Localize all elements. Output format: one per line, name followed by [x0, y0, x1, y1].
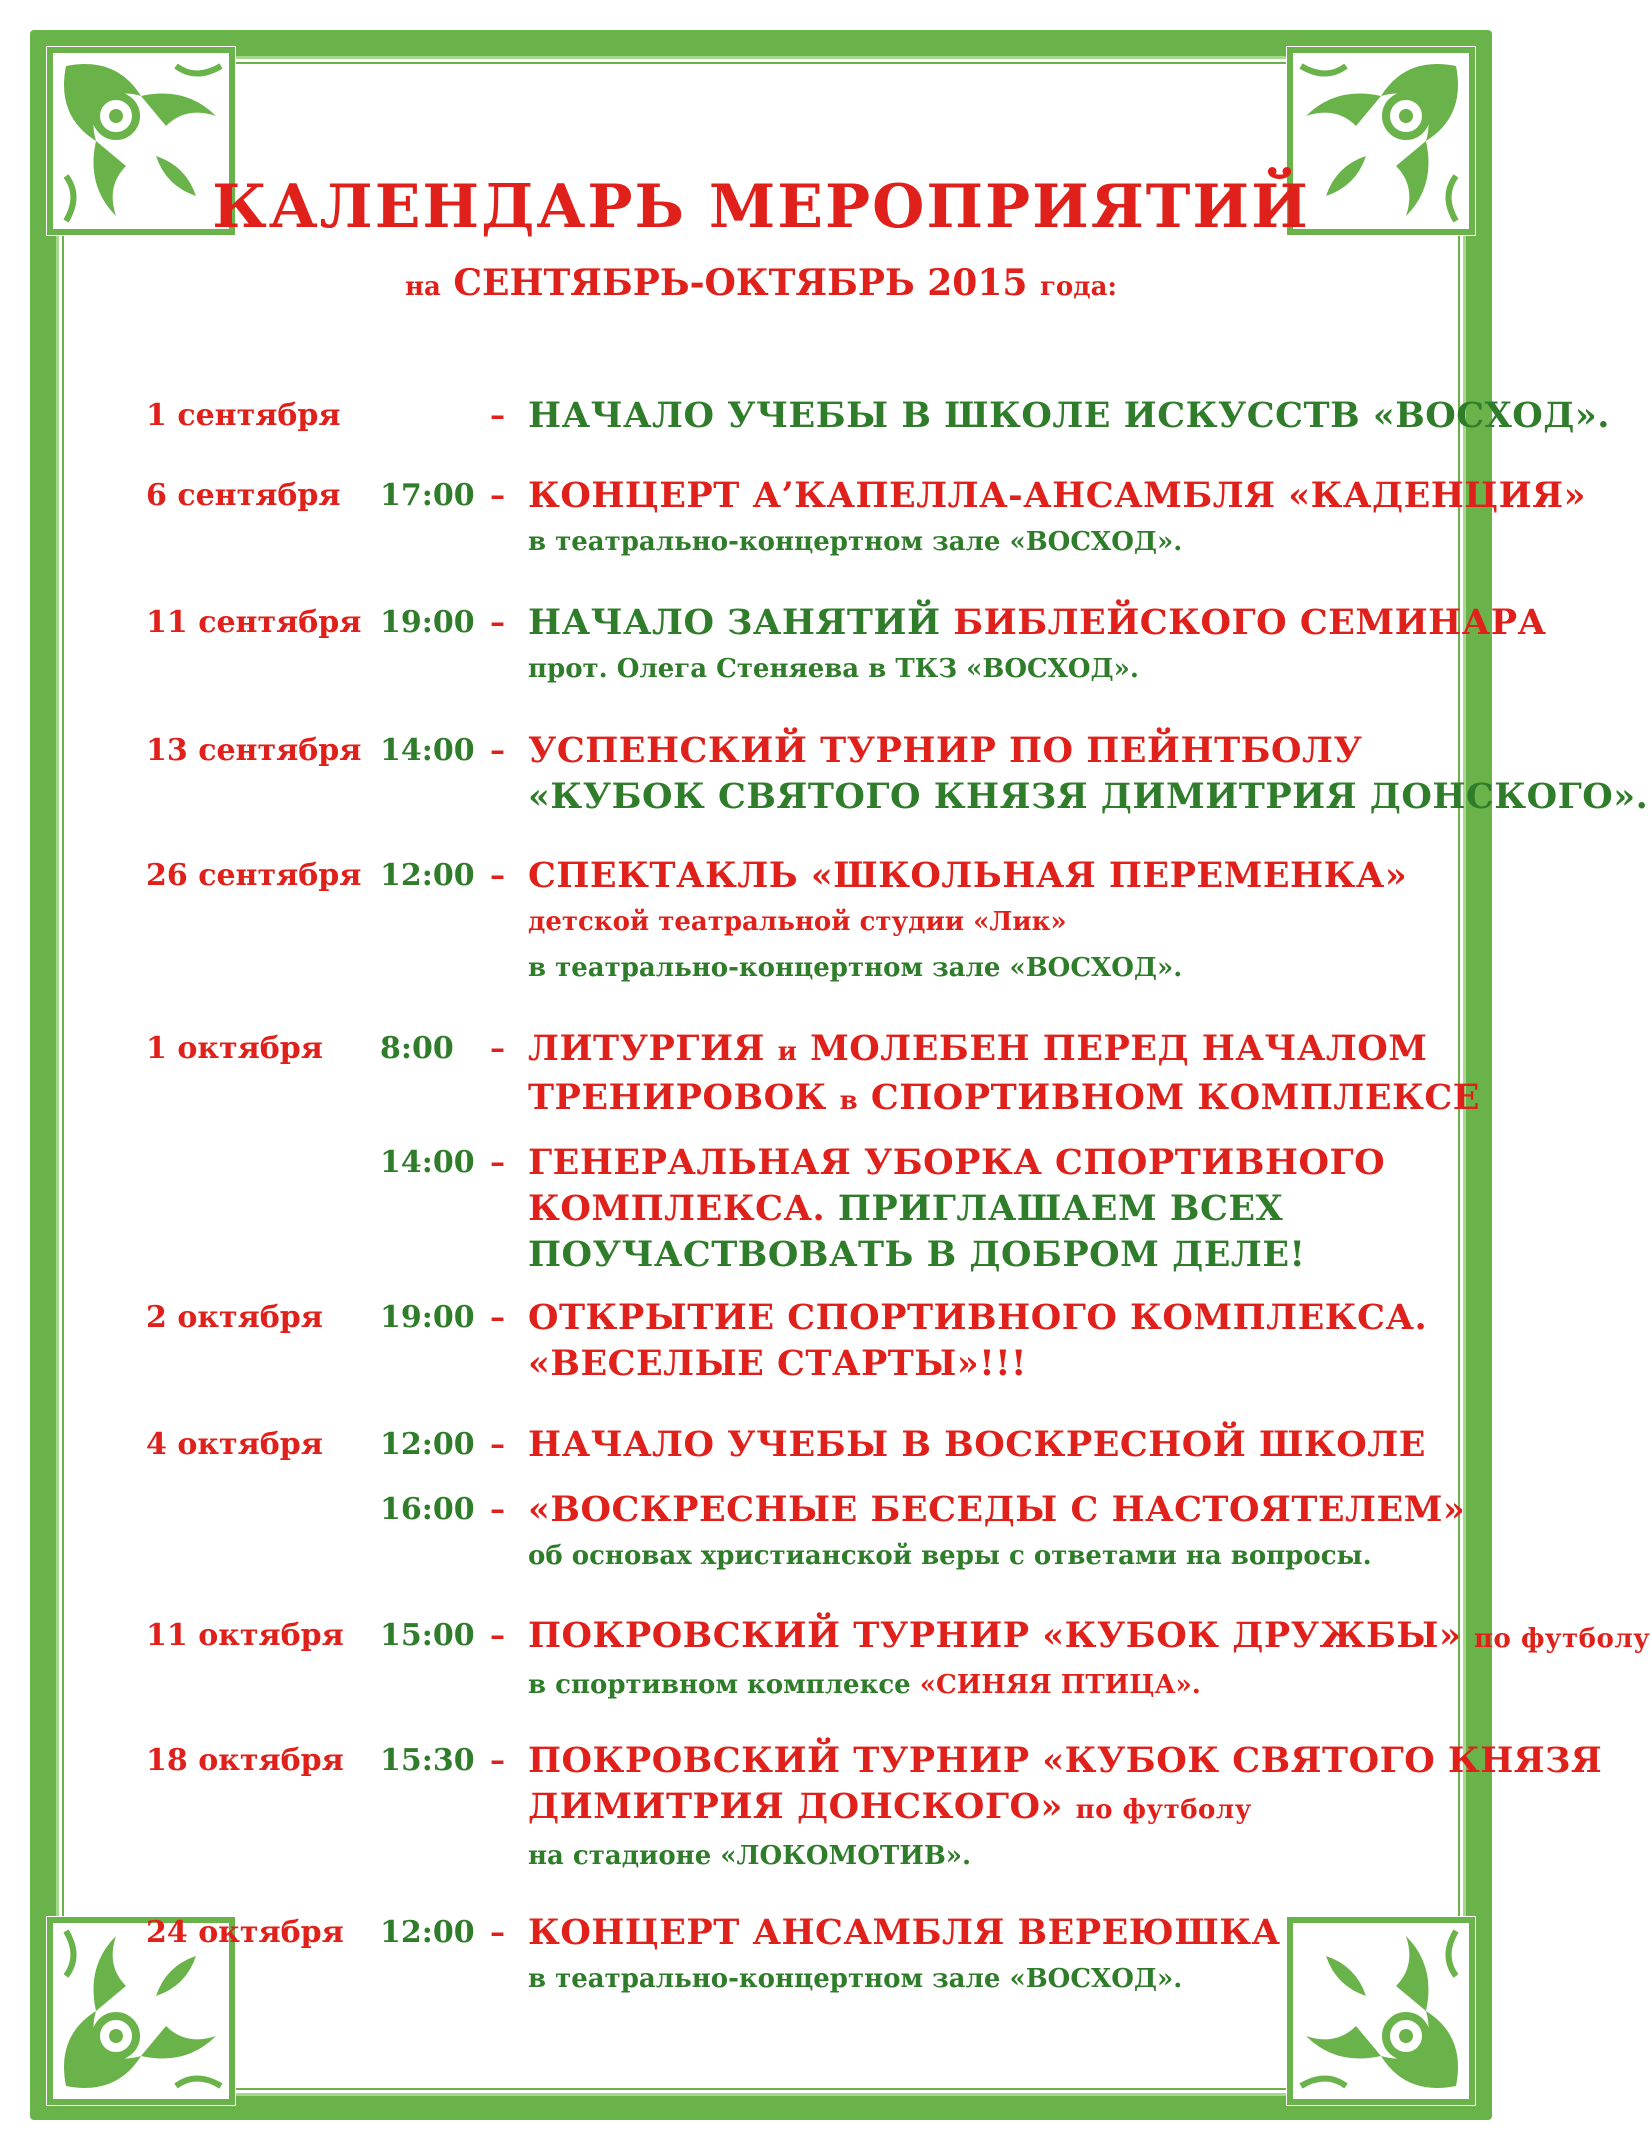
event-detail: детской театральной студии «Лик» [528, 907, 1067, 937]
event-title-part: ТРЕНИРОВОК [528, 1077, 827, 1118]
event-date: 6 сентября [146, 478, 341, 513]
event-time: 19:00 [380, 605, 475, 640]
event-detail: на стадионе «ЛОКОМОТИВ». [528, 1841, 972, 1871]
event-title-part: по футболу [1474, 1624, 1650, 1654]
subtitle-suffix: года: [1039, 272, 1118, 302]
event-time: 12:00 [380, 1427, 475, 1462]
event-title-part: СПОРТИВНОМ КОМПЛЕКСЕ [870, 1077, 1480, 1118]
event-dash: – [490, 1031, 505, 1066]
event-detail: об основах христианской веры с ответами на вопросы. [528, 1541, 1372, 1571]
event-date: 13 сентября [146, 733, 362, 768]
event-title-part: ПРИГЛАШАЕМ ВСЕХ [837, 1188, 1284, 1229]
event-detail-part: «СИНЯЯ ПТИЦА». [919, 1670, 1201, 1700]
event-dash: – [490, 478, 505, 513]
event-dash: – [490, 1300, 505, 1335]
event-title-part: ПОКРОВСКИЙ ТУРНИР «КУБОК ДРУЖБЫ» [528, 1615, 1462, 1656]
subtitle-prefix: на [404, 272, 441, 302]
event-dash: – [490, 605, 505, 640]
event-title-part: в [839, 1086, 859, 1116]
event-dash: – [490, 733, 505, 768]
event-time: 12:00 [380, 858, 475, 893]
event-title-part: МОЛЕБЕН ПЕРЕД НАЧАЛОМ [810, 1028, 1428, 1069]
event-time: 17:00 [380, 478, 475, 513]
event-title: «ВОСКРЕСНЫЕ БЕСЕДЫ С НАСТОЯТЕЛЕМ» [528, 1489, 1466, 1530]
page-subtitle [0, 262, 1522, 304]
event-time: 8:00 [380, 1031, 454, 1066]
event-date: 24 октября [146, 1915, 344, 1950]
event-detail: в театрально-концертном зале «ВОСХОД». [528, 527, 1183, 557]
event-time: 15:00 [380, 1618, 475, 1653]
event-detail: прот. Олега Стеняева в ТКЗ «ВОСХОД». [528, 654, 1139, 684]
event-date: 1 сентября [146, 398, 341, 433]
event-detail-part: в спортивном комплексе [528, 1670, 911, 1700]
event-date: 18 октября [146, 1743, 344, 1778]
event-title: ГЕНЕРАЛЬНАЯ УБОРКА СПОРТИВНОГО [528, 1142, 1386, 1183]
event-time: 14:00 [380, 1145, 475, 1180]
event-detail: ПОУЧАСТВОВАТЬ В ДОБРОМ ДЕЛЕ! [528, 1234, 1306, 1275]
event-title: СПЕКТАКЛЬ «ШКОЛЬНАЯ ПЕРЕМЕНКА» [528, 855, 1408, 896]
event-title-part: ДИМИТРИЯ ДОНСКОГО» [528, 1786, 1063, 1827]
event-time: 15:30 [380, 1743, 475, 1778]
event-date: 11 октября [146, 1618, 344, 1653]
event-title-part: НАЧАЛО ЗАНЯТИЙ [528, 602, 941, 643]
event-dash: – [490, 1618, 505, 1653]
event-title: ОТКРЫТИЕ СПОРТИВНОГО КОМПЛЕКСА. [528, 1297, 1428, 1338]
event-title: НАЧАЛО УЧЕБЫ В ШКОЛЕ ИСКУССТВ «ВОСХОД». [528, 395, 1610, 436]
event-title-part: ЛИТУРГИЯ [528, 1028, 765, 1069]
event-dash: – [490, 1145, 505, 1180]
event-dash: – [490, 1915, 505, 1950]
event-detail: в театрально-концертном зале «ВОСХОД». [528, 953, 1183, 983]
subtitle-main: СЕНТЯБРЬ-ОКТЯБРЬ 2015 [453, 262, 1028, 304]
event-title: КОНЦЕРТ АНСАМБЛЯ ВЕРЕЮШКА [528, 1912, 1281, 1953]
event-detail: «КУБОК СВЯТОГО КНЯЗЯ ДИМИТРИЯ ДОНСКОГО». [528, 776, 1649, 817]
event-date: 2 октября [146, 1300, 323, 1335]
event-detail: «ВЕСЕЛЫЕ СТАРТЫ»!!! [528, 1343, 1027, 1384]
event-title-part: БИБЛЕЙСКОГО СЕМИНАРА [953, 602, 1547, 643]
event-time: 16:00 [380, 1492, 475, 1527]
event-title-part: по футболу [1075, 1795, 1252, 1825]
event-time: 19:00 [380, 1300, 475, 1335]
event-dash: – [490, 1427, 505, 1462]
event-title: КОНЦЕРТ А’КАПЕЛЛА-АНСАМБЛЯ «КАДЕНЦИЯ» [528, 475, 1586, 516]
event-title: УСПЕНСКИЙ ТУРНИР ПО ПЕЙНТБОЛУ [528, 730, 1363, 771]
event-title-part: КОМПЛЕКСА. [528, 1188, 826, 1229]
event-date: 11 сентября [146, 605, 362, 640]
event-time: 14:00 [380, 733, 475, 768]
event-dash: – [490, 858, 505, 893]
event-title: НАЧАЛО УЧЕБЫ В ВОСКРЕСНОЙ ШКОЛЕ [528, 1424, 1426, 1465]
event-date: 1 октября [146, 1031, 323, 1066]
event-date: 4 октября [146, 1427, 323, 1462]
event-dash: – [490, 1743, 505, 1778]
page-title: КАЛЕНДАРЬ МЕРОПРИЯТИЙ [212, 172, 1310, 242]
event-title: ПОКРОВСКИЙ ТУРНИР «КУБОК СВЯТОГО КНЯЗЯ [528, 1740, 1603, 1781]
event-dash: – [490, 398, 505, 433]
event-date: 26 сентября [146, 858, 362, 893]
event-detail: в театрально-концертном зале «ВОСХОД». [528, 1964, 1183, 1994]
event-dash: – [490, 1492, 505, 1527]
event-title-part: и [777, 1037, 798, 1067]
event-time: 12:00 [380, 1915, 475, 1950]
